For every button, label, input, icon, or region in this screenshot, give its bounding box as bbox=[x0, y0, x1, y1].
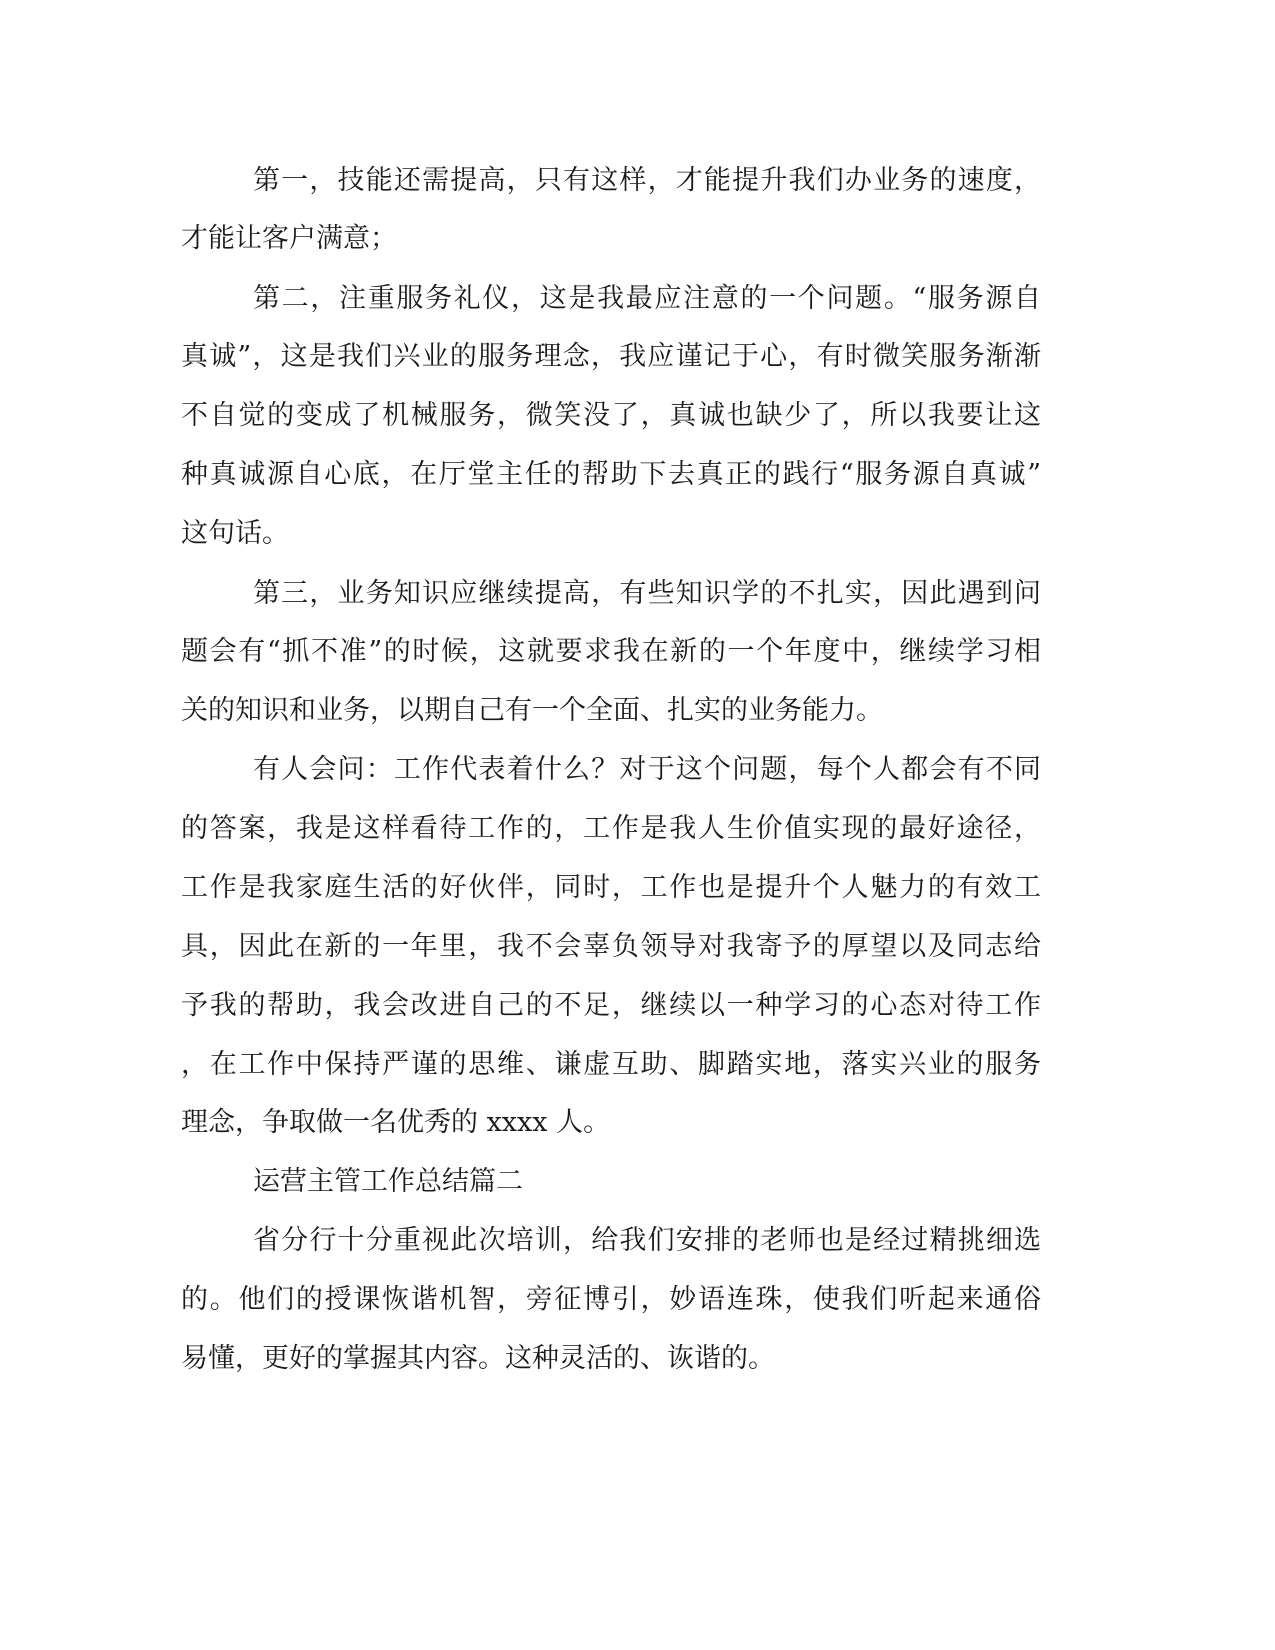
paragraph-4-line-3: 工作是我家庭生活的好伙伴，同时，工作也是提升个人魅力的有效工 bbox=[181, 872, 1041, 903]
paragraph-2-line-5: 这句话。 bbox=[181, 518, 289, 549]
paragraph-2-line-2: 真诚”，这是我们兴业的服务理念，我应谨记于心，有时微笑服务渐渐 bbox=[181, 341, 1041, 372]
paragraph-3-line-1: 第三，业务知识应继续提高，有些知识学的不扎实，因此遇到问 bbox=[253, 578, 1041, 609]
paragraph-3-line-3: 关的知识和业务，以期自己有一个全面、扎实的业务能力。 bbox=[181, 695, 883, 726]
paragraph-2-line-4: 种真诚源自心底，在厅堂主任的帮助下去真正的践行“服务源自真诚” bbox=[181, 459, 1041, 490]
paragraph-4-line-7: 理念，争取做一名优秀的 xxxx 人。 bbox=[181, 1107, 611, 1138]
paragraph-3-line-2: 题会有“抓不准”的时候，这就要求我在新的一个年度中，继续学习相 bbox=[181, 636, 1041, 667]
paragraph-4-line-4: 具，因此在新的一年里，我不会辜负领导对我寄予的厚望以及同志给 bbox=[181, 931, 1041, 962]
paragraph-1-line-1: 第一，技能还需提高，只有这样，才能提升我们办业务的速度， bbox=[253, 165, 1041, 196]
paragraph-2-line-3: 不自觉的变成了机械服务，微笑没了，真诚也缺少了，所以我要让这 bbox=[181, 400, 1041, 431]
paragraph-5-line-1: 省分行十分重视此次培训，给我们安排的老师也是经过精挑细选 bbox=[253, 1225, 1041, 1256]
paragraph-4-line-6: ，在工作中保持严谨的思维、谦虚互助、脚踏实地，落实兴业的服务 bbox=[181, 1049, 1041, 1080]
paragraph-1-line-2: 才能让客户满意； bbox=[181, 223, 397, 254]
paragraph-4-line-2: 的答案，我是这样看待工作的，工作是我人生价值实现的最好途径， bbox=[181, 813, 1041, 844]
paragraph-5-line-3: 易懂，更好的掌握其内容。这种灵活的、诙谐的。 bbox=[181, 1343, 775, 1374]
paragraph-4-line-1: 有人会问：工作代表着什么？对于这个问题，每个人都会有不同 bbox=[253, 754, 1041, 785]
paragraph-2-line-1: 第二，注重服务礼仪，这是我最应注意的一个问题。“服务源自 bbox=[253, 283, 1041, 314]
paragraph-5-line-2: 的。他们的授课恢谐机智，旁征博引，妙语连珠，使我们听起来通俗 bbox=[181, 1284, 1041, 1315]
paragraph-4-line-5: 予我的帮助，我会改进自己的不足，继续以一种学习的心态对待工作 bbox=[181, 990, 1041, 1021]
section-heading: 运营主管工作总结篇二 bbox=[253, 1166, 523, 1197]
